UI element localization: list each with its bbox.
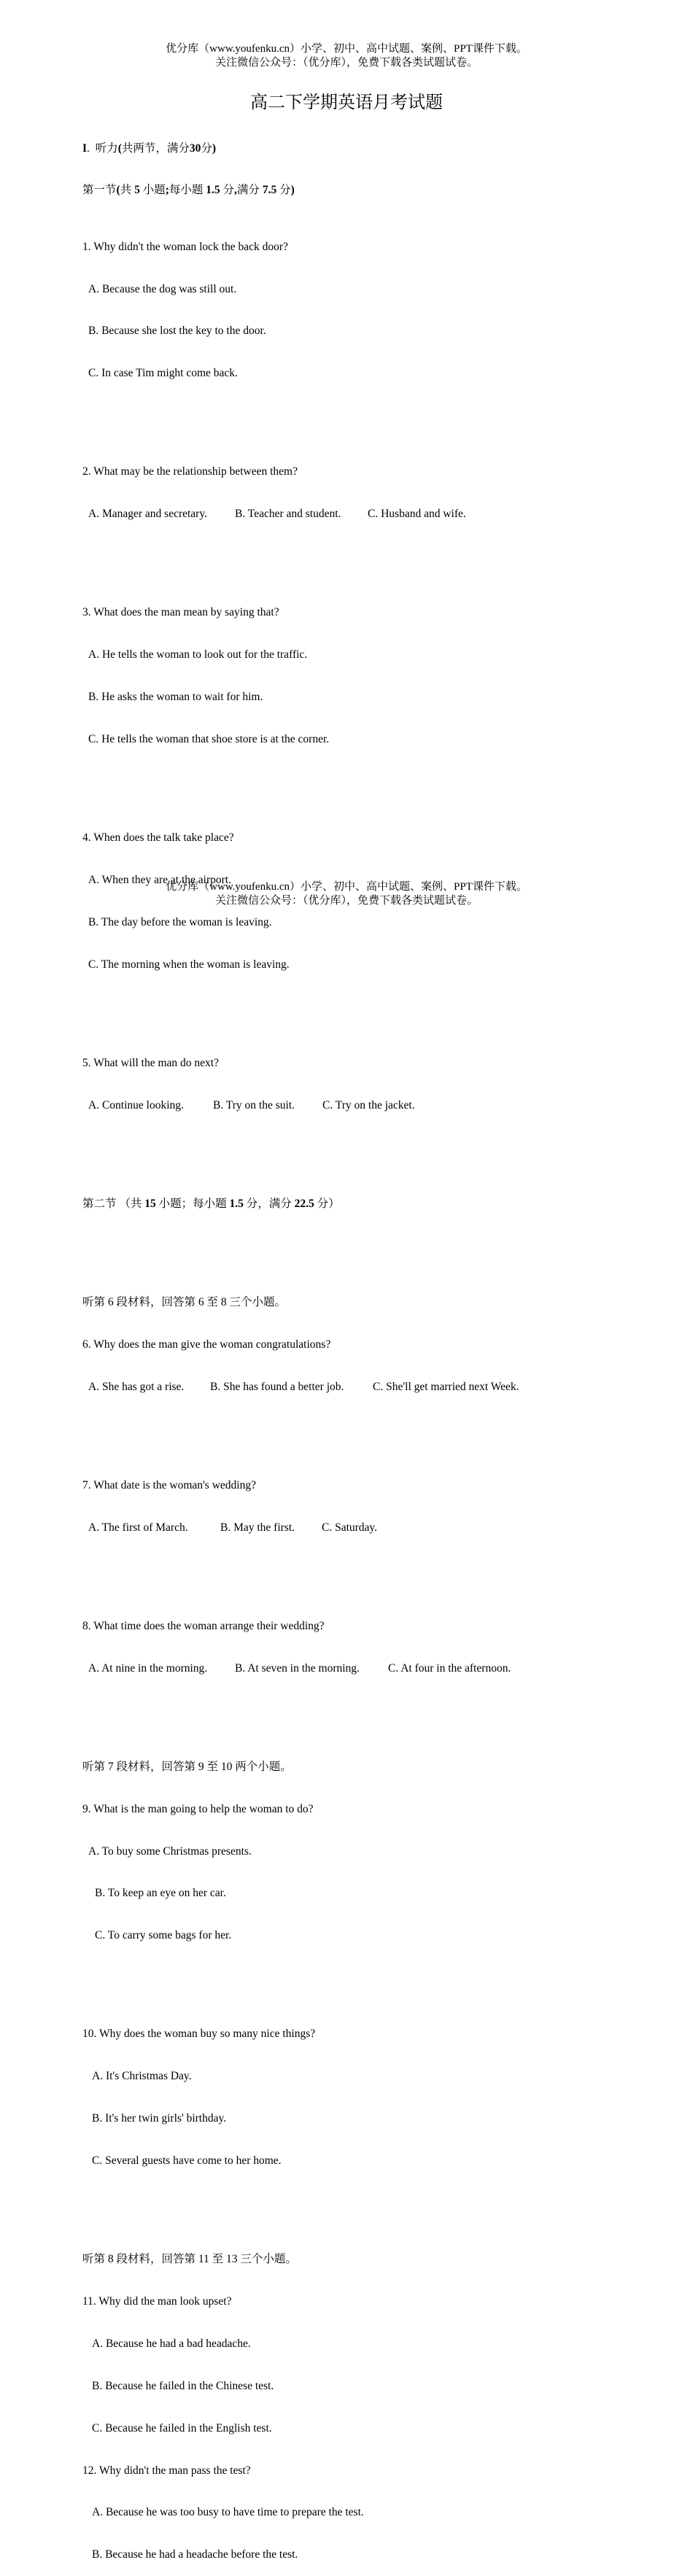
options-row <box>82 507 666 521</box>
footer-line-2: 关注微信公众号：（优分库），免费下载各类试题试卷。 <box>214 895 478 907</box>
question-stem: 8. What time does the woman arrange their wedding? <box>82 1619 325 1632</box>
option-a: A. At nine in the morning. <box>88 1661 208 1675</box>
option-c: C. At four in the afternoon. <box>388 1661 511 1675</box>
option-b: B. At seven in the morning. <box>235 1661 360 1675</box>
question-stem: 6. Why does the man give the woman congratulations? <box>82 1338 331 1351</box>
option-c: C. The morning when the woman is leaving. <box>88 958 290 971</box>
question-stem: 9. What is the man going to help the woman to do? <box>82 1802 314 1815</box>
exam-body <box>82 113 666 2576</box>
option-c: C. Husband and wife. <box>368 508 466 521</box>
option-a: A. Continue looking. <box>88 1098 184 1112</box>
option-a: A. Because he had a bad headache. <box>92 2337 251 2350</box>
option-b: B. To keep an eye on her car. <box>95 1887 226 1900</box>
options-row <box>82 1098 666 1112</box>
page-title: 高二下学期英语月考试题 <box>250 93 443 112</box>
option-a: A. The first of March. <box>88 1521 188 1534</box>
options-row <box>82 1521 666 1535</box>
footer-line-1: 优分库（www.youfenku.cn）小学、初中、高中试题、案例、PPT课件下载。 <box>166 881 527 893</box>
option-a: A. She has got a rise. <box>88 1380 185 1393</box>
question-stem: 10. Why does the woman buy so many nice things? <box>82 2028 316 2041</box>
option-b: B. Because he had a headache before the test. <box>92 2548 298 2561</box>
option-b: B. She has found a better job. <box>210 1380 344 1393</box>
option-a: A. It's Christmas Day. <box>92 2070 192 2083</box>
option-c: C. She'll get married next Week. <box>373 1380 519 1393</box>
option-c: C. To carry some bags for her. <box>95 1929 232 1942</box>
option-c: C. In case Tim might come back. <box>88 367 238 380</box>
option-b: B. Try on the suit. <box>213 1098 295 1112</box>
option-b: B. The day before the woman is leaving. <box>88 915 272 928</box>
option-b: B. It's her twin girls' birthday. <box>92 2112 227 2125</box>
question-stem: 5. What will the man do next? <box>82 1056 219 1069</box>
question-stem: 3. What does the man mean by saying that? <box>82 606 279 619</box>
passage-intro: 听第 6 段材料，回答第 6 至 8 三个小题。 <box>82 1295 287 1308</box>
option-a: A. To buy some Christmas presents. <box>88 1844 252 1858</box>
section-1-heading: 第一节(共 5 小题;每小题 1.5 分,满分 7.5 分) <box>82 184 295 197</box>
passage-intro: 听第 7 段材料，回答第 9 至 10 两个小题。 <box>82 1760 292 1773</box>
option-c: C. Several guests have come to her home. <box>92 2154 282 2168</box>
option-b: B. He asks the woman to wait for him. <box>88 691 263 704</box>
option-c: C. He tells the woman that shoe store is at the corner. <box>88 733 330 746</box>
option-c: C. Try on the jacket. <box>322 1098 415 1112</box>
options-row <box>82 1380 666 1394</box>
option-a: A. When they are at the airport. <box>88 874 231 887</box>
option-c: C. Saturday. <box>322 1521 378 1534</box>
option-c: C. Because he failed in the English test. <box>92 2421 272 2435</box>
option-b: B. Because he failed in the Chinese test. <box>92 2379 274 2392</box>
option-b: B. Because she lost the key to the door. <box>88 325 266 338</box>
question-stem: 1. Why didn't the woman lock the back door? <box>82 240 288 253</box>
option-a: A. He tells the woman to look out for the traffic. <box>88 648 308 662</box>
header-line-1: 优分库（www.youfenku.cn）小学、初中、高中试题、案例、PPT课件下载。 <box>166 43 527 55</box>
option-a: A. Because the dog was still out. <box>88 282 237 295</box>
question-stem: 12. Why didn't the man pass the test? <box>82 2464 251 2477</box>
question-stem: 7. What date is the woman's wedding? <box>82 1478 256 1491</box>
section-2-heading: 第二节 （共 15 小题；每小题 1.5 分，满分 22.5 分） <box>82 1197 340 1210</box>
passage-intro: 听第 8 段材料，回答第 11 至 13 三个小题。 <box>82 2253 297 2266</box>
question-stem: 4. When does the talk take place? <box>82 831 234 845</box>
option-a: A. Manager and secretary. <box>88 508 207 521</box>
options-row <box>82 1661 666 1675</box>
part-1-heading: I. 听力(共两节，满分30分) <box>82 141 217 155</box>
question-stem: 2. What may be the relationship between them? <box>82 465 298 478</box>
option-a: A. Because he was too busy to have time to prepare the test. <box>92 2506 364 2519</box>
option-b: B. Teacher and student. <box>235 508 341 521</box>
option-b: B. May the first. <box>220 1521 295 1534</box>
question-stem: 11. Why did the man look upset? <box>82 2295 232 2308</box>
header-line-2: 关注微信公众号：（优分库），免费下载各类试题试卷。 <box>214 57 478 69</box>
